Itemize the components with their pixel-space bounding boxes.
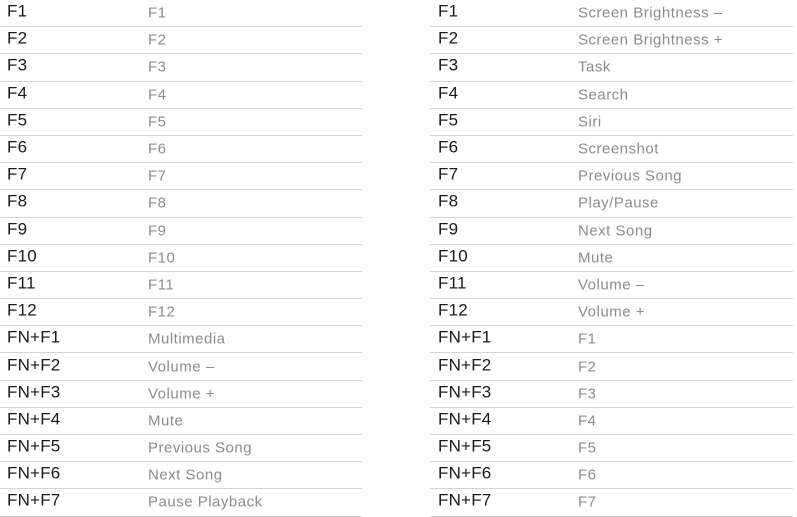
table-row [430, 326, 793, 353]
key-label: F6 [7, 137, 28, 157]
table-row [0, 0, 362, 27]
table-row [0, 190, 362, 217]
key-label: F9 [7, 218, 28, 238]
function-label: F9 [148, 222, 167, 240]
key-label: FN+F7 [438, 490, 492, 510]
function-label: F1 [148, 4, 167, 22]
table-row [0, 272, 362, 299]
key-label: FN+F6 [438, 463, 492, 483]
function-label: F3 [578, 385, 597, 403]
table-row [0, 218, 362, 245]
function-label: F1 [578, 330, 597, 348]
function-label: Task [578, 58, 611, 76]
table-row [430, 408, 793, 435]
table-row [430, 299, 793, 326]
key-label: FN+F4 [438, 409, 492, 429]
key-label: FN+F2 [7, 354, 61, 374]
key-label: FN+F5 [438, 436, 492, 456]
table-row [430, 435, 793, 462]
table-row [430, 381, 793, 408]
function-label: Volume + [148, 385, 215, 403]
table-row [430, 272, 793, 299]
function-label: Play/Pause [578, 194, 659, 212]
key-mapping-table-right [430, 0, 793, 517]
key-label: F10 [7, 246, 37, 266]
function-label: Screen Brightness + [578, 31, 723, 49]
key-label: F5 [7, 110, 28, 130]
function-label: F8 [148, 194, 167, 212]
key-label: FN+F7 [7, 490, 61, 510]
table-row [0, 299, 362, 326]
table-row [0, 245, 362, 272]
function-label: Next Song [148, 466, 223, 484]
table-row [0, 326, 362, 353]
key-label: F3 [7, 55, 28, 75]
function-label: Screen Brightness – [578, 4, 723, 22]
key-label: FN+F5 [7, 436, 61, 456]
table-row [0, 54, 362, 81]
table-row [0, 381, 362, 408]
key-label: FN+F3 [438, 382, 492, 402]
function-label: F3 [148, 58, 167, 76]
key-label: FN+F1 [438, 327, 492, 347]
key-label: F1 [438, 1, 459, 21]
function-label: F2 [578, 358, 597, 376]
key-label: F12 [438, 300, 468, 320]
key-label: FN+F6 [7, 463, 61, 483]
function-label: Volume – [578, 276, 645, 294]
key-label: FN+F4 [7, 409, 61, 429]
function-label: F4 [148, 86, 167, 104]
function-label: F6 [148, 140, 167, 158]
key-label: F1 [7, 1, 28, 21]
key-label: FN+F1 [7, 327, 61, 347]
function-label: F5 [578, 439, 597, 457]
function-label: Previous Song [578, 167, 683, 185]
table-row [0, 489, 362, 516]
key-label: F9 [438, 218, 459, 238]
function-label: F4 [578, 412, 597, 430]
table-row [0, 136, 362, 163]
table-row [0, 163, 362, 190]
table-row [0, 82, 362, 109]
function-label: F2 [148, 31, 167, 49]
function-label: Siri [578, 113, 602, 131]
function-label: Volume + [578, 303, 645, 321]
function-label: Previous Song [148, 439, 253, 457]
function-label: F6 [578, 466, 597, 484]
key-label: F12 [7, 300, 37, 320]
function-label: F10 [148, 249, 176, 267]
table-row [430, 54, 793, 81]
function-label: F7 [578, 493, 597, 511]
table-row [430, 190, 793, 217]
table-row [430, 353, 793, 380]
key-label: F6 [438, 137, 459, 157]
key-label: F10 [438, 246, 468, 266]
key-label: FN+F2 [438, 354, 492, 374]
table-row [0, 462, 362, 489]
key-label: F8 [438, 191, 459, 211]
table-row [430, 462, 793, 489]
table-row [430, 489, 793, 516]
function-label: Mute [578, 249, 614, 267]
key-label: F7 [438, 164, 459, 184]
table-row [430, 0, 793, 27]
key-label: F4 [438, 83, 459, 103]
function-label: Pause Playback [148, 493, 263, 511]
key-label: F11 [7, 273, 36, 293]
table-row [430, 245, 793, 272]
key-label: FN+F3 [7, 382, 61, 402]
key-label: F11 [438, 273, 467, 293]
table-row [0, 353, 362, 380]
key-label: F3 [438, 55, 459, 75]
table-row [430, 27, 793, 54]
table-row [430, 136, 793, 163]
key-label: F4 [7, 83, 28, 103]
table-row [0, 435, 362, 462]
function-label: Screenshot [578, 140, 659, 158]
function-label: Next Song [578, 222, 653, 240]
function-label: Multimedia [148, 330, 226, 348]
function-label: F12 [148, 303, 176, 321]
key-label: F8 [7, 191, 28, 211]
function-label: Volume – [148, 358, 215, 376]
function-label: Mute [148, 412, 184, 430]
table-row [0, 408, 362, 435]
key-label: F7 [7, 164, 28, 184]
table-row [430, 109, 793, 136]
function-label: F11 [148, 276, 175, 294]
key-label: F2 [438, 28, 459, 48]
table-row [0, 109, 362, 136]
table-row [430, 218, 793, 245]
table-row [430, 163, 793, 190]
table-row [0, 27, 362, 54]
key-label: F5 [438, 110, 459, 130]
function-label: Search [578, 86, 629, 104]
function-label: F5 [148, 113, 167, 131]
table-row [430, 82, 793, 109]
key-mapping-table-left [0, 0, 362, 517]
key-label: F2 [7, 28, 28, 48]
function-label: F7 [148, 167, 167, 185]
